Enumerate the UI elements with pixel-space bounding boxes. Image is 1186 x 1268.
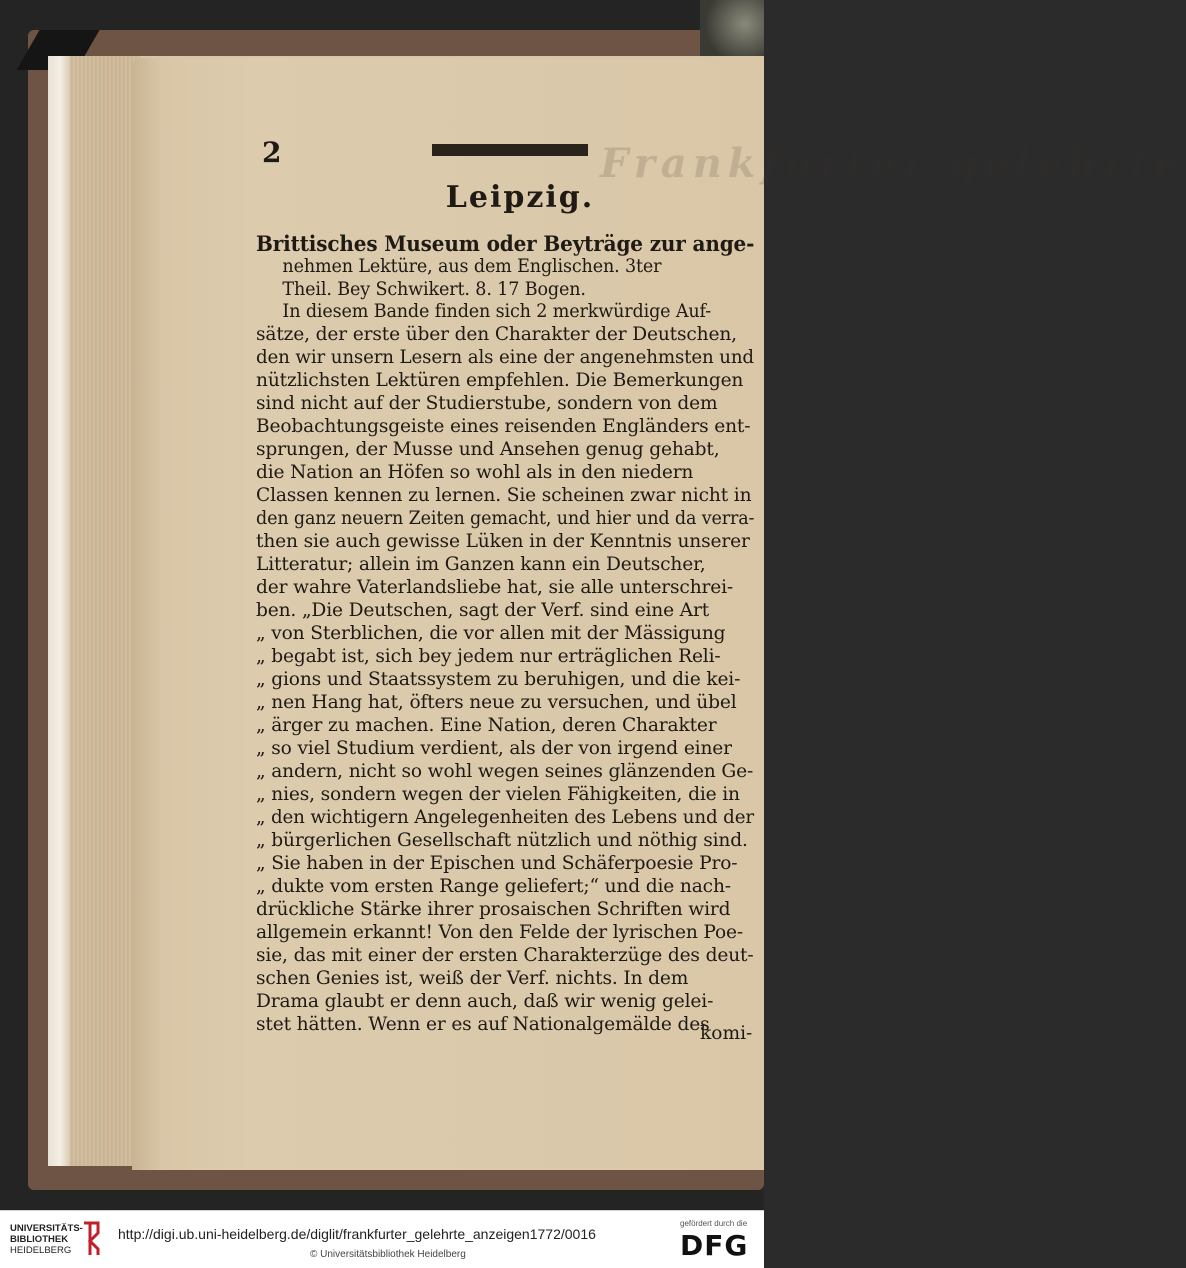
logo-line: UNIVERSITÄTS- (10, 1223, 83, 1234)
text-line: „ nies, sondern wegen der vielen Fähigkeiten, die in (256, 784, 740, 805)
text-line: Classen kennen zu lernen. Sie scheinen zwar nicht in (256, 485, 752, 506)
text-line: „ Sie haben in der Epischen und Schäferpoesie Pro- (256, 853, 738, 874)
text-line: Beobachtungsgeiste eines reisenden Engländers ent- (256, 416, 751, 437)
dfg-logo[interactable]: DFG (680, 1229, 749, 1262)
text-line: „ den wichtigern Angelegenheiten des Lebens und der (256, 807, 754, 828)
funding-label: gefördert durch die (680, 1219, 748, 1228)
text-line: then sie auch gewisse Lüken in der Kenntnis unserer (256, 531, 750, 552)
text-line: „ von Sterblichen, die vor allen mit der Mässigung (256, 623, 726, 644)
text-line: „ nen Hang hat, öfters neue zu versuchen, und übel (256, 692, 737, 713)
text-line: Litteratur; allein im Ganzen kann ein Deutscher, (256, 554, 706, 575)
text-line: In diesem Bande finden sich 2 merkwürdige Auf- (282, 301, 712, 322)
page-number: 2 (262, 136, 282, 169)
text-line: allgemein erkannt! Von den Felde der lyrischen Poe- (256, 922, 744, 943)
text-line: sprungen, der Musse und Ansehen genug gehabt, (256, 439, 720, 460)
place-heading: Leipzig. (445, 180, 595, 215)
text-line: nützlichsten Lektüren empfehlen. Die Bemerkungen (256, 370, 744, 391)
page-edges (70, 56, 140, 1166)
text-line: den ganz neuern Zeiten gemacht, und hier und da verra- (256, 508, 755, 529)
entry-title (256, 232, 754, 301)
text-line: den wir unsern Lesern als eine der angenehmsten und (256, 347, 754, 368)
text-line: „ so viel Studium verdient, als der von irgend einer (256, 738, 732, 759)
text-line: stet hätten. Wenn er es auf Nationalgemälde des (256, 1014, 710, 1035)
review-body (256, 300, 754, 1036)
text-line: der wahre Vaterlandsliebe hat, sie alle unterschrei- (256, 577, 734, 598)
catchword: komi- (700, 1023, 753, 1044)
text-line: drückliche Stärke ihrer prosaischen Schriften wird (256, 899, 731, 920)
copyright-notice: © Universitätsbibliothek Heidelberg (310, 1249, 466, 1260)
text-line: sätze, der erste über den Charakter der Deutschen, (256, 324, 737, 345)
library-logo-text[interactable] (10, 1223, 83, 1256)
text-line: die Nation an Höfen so wohl als in den niedern (256, 462, 694, 483)
text-line: ben. „Die Deutschen, sagt der Verf. sind eine Art (256, 600, 710, 621)
library-logo-icon (80, 1219, 106, 1259)
text-line: „ andern, nicht so wohl wegen seines glänzenden Ge- (256, 761, 754, 782)
text-line: „ begabt ist, sich bey jedem nur erträglichen Reli- (256, 646, 721, 667)
entry-title-line: Brittisches Museum oder Beyträge zur ange- (256, 231, 755, 256)
logo-line: HEIDELBERG (10, 1245, 72, 1256)
viewer-footer (0, 1210, 764, 1268)
logo-line: BIBLIOTHEK (10, 1234, 69, 1245)
text-line: sind nicht auf der Studierstube, sondern von dem (256, 393, 718, 414)
entry-title-line: nehmen Lektüre, aus dem Englischen. 3ter (282, 256, 662, 277)
text-line: „ bürgerlichen Gesellschaft nützlich und nöthig sind. (256, 830, 748, 851)
text-line: „ dukte vom ersten Range geliefert;“ und die nach- (256, 876, 731, 897)
permalink-url[interactable]: http://digi.ub.uni-heidelberg.de/diglit/frankfurter_gelehrte_anzeigen1772/0016 (118, 1226, 596, 1242)
book-strap (700, 0, 764, 60)
text-line: „ gions und Staatssystem zu beruhigen, und die kei- (256, 669, 741, 690)
text-line: sie, das mit einer der ersten Charakterzüge des deut- (256, 945, 754, 966)
header-rule (432, 144, 588, 156)
bleed-through-text: Frankfurter gelehrte (600, 140, 1186, 187)
entry-title-line: Theil. Bey Schwikert. 8. 17 Bogen. (282, 279, 586, 300)
text-line: schen Genies ist, weiß der Verf. nichts. In dem (256, 968, 689, 989)
text-line: „ ärger zu machen. Eine Nation, deren Charakter (256, 715, 717, 736)
text-line: Drama glaubt er denn auch, daß wir wenig gelei- (256, 991, 714, 1012)
